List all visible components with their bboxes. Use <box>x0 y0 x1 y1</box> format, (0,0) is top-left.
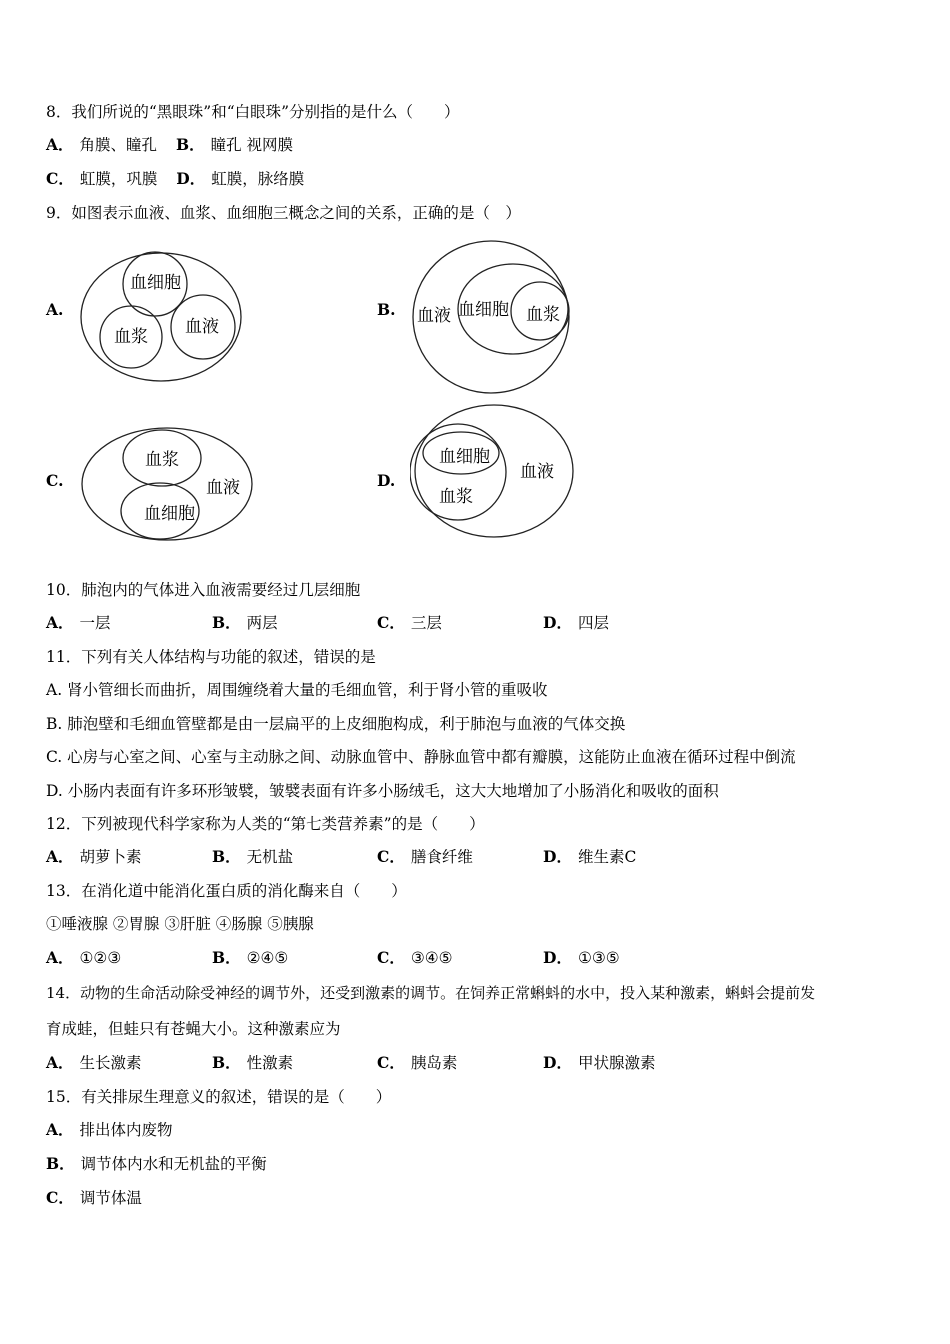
q14-option-b[interactable]: B． 性激素 <box>212 1053 294 1072</box>
q15-option-c[interactable]: C． 调节体温 <box>46 1188 142 1207</box>
q9-option-c-label[interactable]: C. <box>46 471 64 490</box>
q13-option-d[interactable]: D． ①③⑤ <box>543 948 620 967</box>
q9-diagram-d <box>410 400 580 545</box>
q11-option-a[interactable]: A. 肾小管细长而曲折，周围缠绕着大量的毛细血管，利于肾小管的重吸收 <box>46 681 548 699</box>
q9-option-d-label[interactable]: D. <box>377 471 396 490</box>
diag-c-text-1: 血浆 <box>145 450 179 470</box>
q14-option-a[interactable]: A． 生长激素 <box>46 1053 142 1072</box>
diag-c-text-3: 血液 <box>206 478 240 498</box>
q9-stem: 9．如图表示血液、血浆、血细胞三概念之间的关系，正确的是（ ） <box>46 204 521 222</box>
q9-diagram-a <box>75 245 250 390</box>
diag-a-text-1: 血细胞 <box>130 273 181 293</box>
q14-stem-line-1: 14．动物的生命活动除受神经的调节外，还受到激素的调节。在饲养正常蝌蚪的水中，投入某种激素，蝌蚪会提前发 <box>46 984 816 1002</box>
q13-option-a[interactable]: A． ①②③ <box>46 948 122 967</box>
q8-d-text[interactable]: 虹膜，脉络膜 <box>211 170 305 188</box>
diag-d-text-2: 血浆 <box>439 487 473 507</box>
diag-c-text-2: 血细胞 <box>144 504 195 524</box>
q15-stem: 15．有关排尿生理意义的叙述，错误的是（ ） <box>46 1088 392 1106</box>
q10-option-a[interactable]: A． 一层 <box>46 613 111 632</box>
q10-option-b[interactable]: B． 两层 <box>212 613 278 632</box>
q9-option-a-label[interactable]: A. <box>46 300 64 319</box>
q8-options-cd <box>46 169 304 189</box>
q8-a-text[interactable]: 角膜、瞳孔 <box>79 136 158 154</box>
q12-stem: 12．下列被现代科学家称为人类的“第七类营养素”的是（ ） <box>46 815 485 833</box>
q14-option-c[interactable]: C． 胰岛素 <box>377 1053 458 1072</box>
q8-b-text[interactable]: 瞳孔 视网膜 <box>210 136 294 154</box>
q8-b-label: B． <box>175 135 205 154</box>
q12-option-a[interactable]: A． 胡萝卜素 <box>46 847 142 866</box>
q9-diagram-c <box>80 423 260 545</box>
diag-b-text-1: 血液 <box>417 306 451 326</box>
q15-option-a[interactable]: A． 排出体内废物 <box>46 1120 173 1139</box>
diag-d-text-3: 血液 <box>520 462 554 482</box>
q13-items: ①唾液腺 ②胃腺 ③肝脏 ④肠腺 ⑤胰腺 <box>46 915 314 933</box>
q8-d-label: D． <box>176 169 206 188</box>
q13-option-c[interactable]: C． ③④⑤ <box>377 948 453 967</box>
q9-diagram-b <box>408 238 578 398</box>
q8-c-label: C． <box>46 169 74 188</box>
q13-option-b[interactable]: B． ②④⑤ <box>212 948 289 967</box>
diag-a-text-3: 血液 <box>185 317 219 337</box>
diag-b-text-2: 血细胞 <box>458 300 509 320</box>
q10-option-c[interactable]: C． 三层 <box>377 613 442 632</box>
q11-stem: 11．下列有关人体结构与功能的叙述，错误的是 <box>46 648 376 666</box>
q9-option-b-label[interactable]: B. <box>377 300 396 319</box>
diag-a-text-2: 血浆 <box>114 327 148 347</box>
q10-option-d[interactable]: D． 四层 <box>543 613 609 632</box>
q8-options-ab <box>46 135 293 155</box>
q8-stem: 8．我们所说的“黑眼珠”和“白眼珠”分别指的是什么（ ） <box>46 103 460 121</box>
q12-option-b[interactable]: B． 无机盐 <box>212 847 294 866</box>
q11-option-c[interactable]: C. 心房与心室之间、心室与主动脉之间、动脉血管中、静脉血管中都有瓣膜，这能防止血液在循环过程中倒流 <box>46 748 796 766</box>
q11-option-d[interactable]: D. 小肠内表面有许多环形皱襞，皱襞表面有许多小肠绒毛，这大大地增加了小肠消化和吸收的面积 <box>46 782 719 800</box>
q8-c-text[interactable]: 虹膜，巩膜 <box>79 170 158 188</box>
q10-stem: 10．肺泡内的气体进入血液需要经过几层细胞 <box>46 581 361 599</box>
q14-option-d[interactable]: D． 甲状腺激素 <box>543 1053 656 1072</box>
q13-stem: 13．在消化道中能消化蛋白质的消化酶来自（ ） <box>46 882 407 900</box>
q12-option-d[interactable]: D． 维生素C <box>543 847 637 866</box>
q15-option-b[interactable]: B． 调节体内水和无机盐的平衡 <box>46 1154 267 1173</box>
q11-option-b[interactable]: B. 肺泡壁和毛细血管壁都是由一层扁平的上皮细胞构成，利于肺泡与血液的气体交换 <box>46 715 626 733</box>
diag-b-text-3: 血浆 <box>526 305 560 325</box>
q12-option-c[interactable]: C． 膳食纤维 <box>377 847 473 866</box>
q8-a-label: A． <box>46 135 74 154</box>
diag-d-text-1: 血细胞 <box>439 447 490 467</box>
q14-stem-line-2: 育成蛙，但蛙只有苍蝇大小。这种激素应为 <box>46 1020 341 1038</box>
